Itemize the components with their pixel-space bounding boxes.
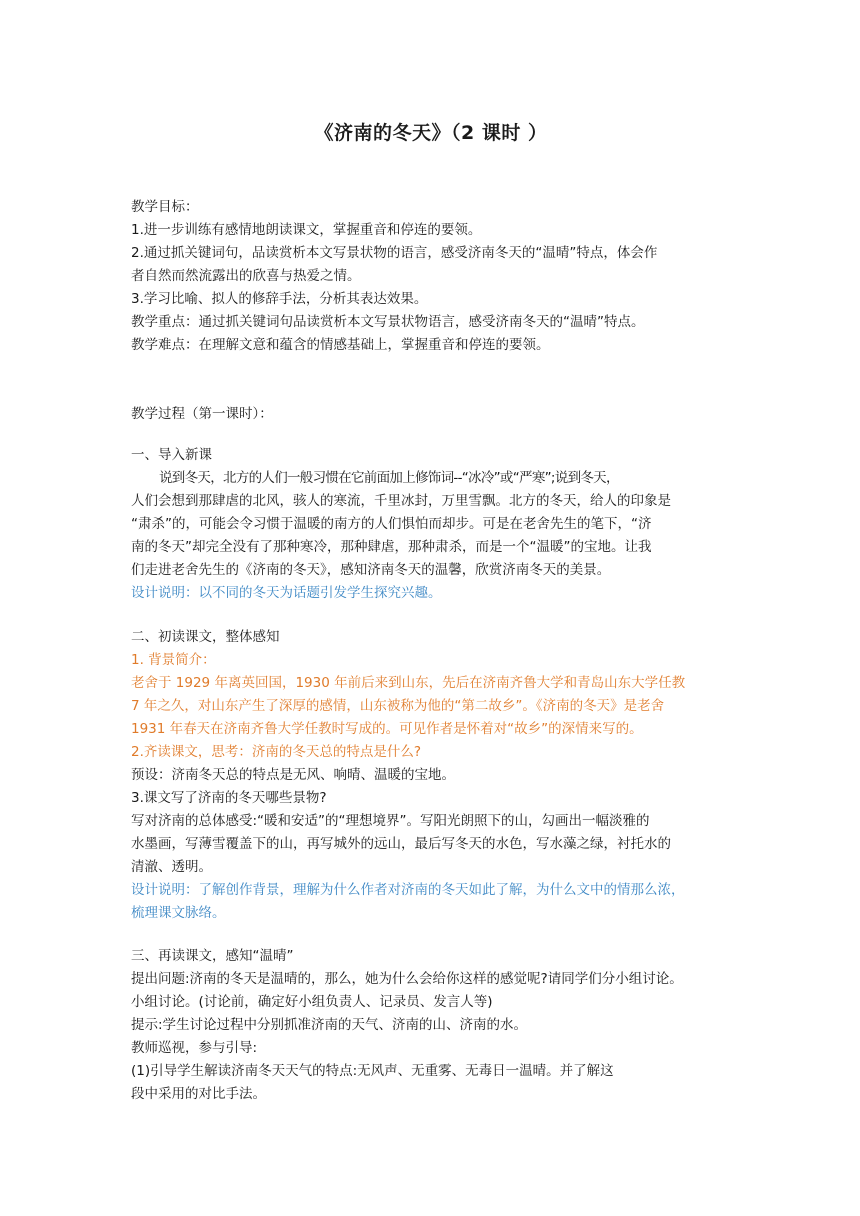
- text-line: 者自然而然流露出的欣喜与热爱之情。: [131, 268, 361, 284]
- text-line: 们走进老舍先生的《济南的冬天》，感知济南冬天的温馨，欣赏济南冬天的美景。: [131, 562, 611, 578]
- text-line: 2.通过抓关键词句，品读赏析本文写景状物的语言，感受济南冬天的“温晴”特点，体会作: [131, 245, 658, 261]
- text-line: 写对济南的总体感受:“暖和安适”的“理想境界”。写阳光朗照下的山，勾画出一幅淡雅的: [131, 813, 650, 829]
- text-line: 3.学习比喻、拟人的修辞手法，分析其表达效果。: [131, 291, 428, 307]
- text-line: 2.齐读课文，思考：济南的冬天总的特点是什么?: [131, 744, 422, 760]
- text-line: 7 年之久，对山东产生了深厚的感情，山东被称为他的“第二故乡”。《济南的冬天》是老舍: [131, 698, 665, 714]
- text-line: 设计说明：以不同的冬天为话题引发学生探究兴趣。: [131, 585, 442, 601]
- text-line: 设计说明：了解创作背景，理解为什么作者对济南的冬天如此了解，为什么文中的情那么浓，: [131, 882, 685, 898]
- text-line: (1)引导学生解读济南冬天天气的特点:无风声、无重雾、无毒日一温晴。并了解这: [131, 1063, 614, 1079]
- text-line: 教学过程（第一课时）：: [131, 406, 273, 422]
- text-line: 1. 背景简介：: [131, 652, 216, 668]
- text-line: 教学难点：在理解文意和蕴含的情感基础上，掌握重音和停连的要领。: [131, 337, 550, 353]
- text-line: 三、再读课文，感知“温晴”: [131, 948, 294, 964]
- text-line: 预设：济南冬天总的特点是无风、响晴、温暖的宝地。: [131, 767, 455, 783]
- text-line: 1.进一步训练有感情地朗读课文，掌握重音和停连的要领。: [131, 222, 482, 238]
- text-line: 一、导入新课: [131, 447, 212, 463]
- document-title: 《济南的冬天》（2 课时 ）: [314, 122, 548, 144]
- text-line: 南的冬天”却完全没有了那种寒冷，那种肆虐，那种肃杀，而是一个“温暖”的宝地。让我: [131, 539, 652, 555]
- text-line: 说到冬天，北方的人们一般习惯在它前面加上修饰词--“冰冷”或“严寒”;说到冬天，: [159, 470, 619, 486]
- text-line: 提出问题:济南的冬天是温晴的，那么，她为什么会给你这样的感觉呢?请同学们分小组讨论。: [131, 971, 683, 987]
- text-line: 小组讨论。(讨论前，确定好小组负责人、记录员、发言人等): [131, 994, 493, 1010]
- text-line: 老舍于 1929 年离英回国，1930 年前后来到山东，先后在济南齐鲁大学和青岛山东大学任教: [131, 675, 686, 691]
- text-line: 梳理课文脉络。: [131, 905, 226, 921]
- text-line: 段中采用的对比手法。: [131, 1086, 266, 1102]
- text-line: 人们会想到那肆虐的北风，骇人的寒流，千里冰封，万里雪飘。北方的冬天，给人的印象是: [131, 493, 671, 509]
- text-line: 1931 年春天在济南齐鲁大学任教时写成的。可见作者是怀着对“故乡”的深情来写的。: [131, 721, 643, 737]
- text-line: 提示:学生讨论过程中分别抓准济南的天气、济南的山、济南的水。: [131, 1017, 528, 1033]
- text-line: 清澈、透明。: [131, 859, 212, 875]
- text-line: 教师巡视，参与引导:: [131, 1040, 258, 1056]
- text-line: 3.课文写了济南的冬天哪些景物?: [131, 790, 327, 806]
- text-line: 水墨画，写薄雪覆盖下的山，再写城外的远山，最后写冬天的水色，写水藻之绿，衬托水的: [131, 836, 671, 852]
- text-line: 教学重点：通过抓关键词句品读赏析本文写景状物语言，感受济南冬天的“温晴”特点。: [131, 314, 645, 330]
- text-line: “肃杀”的，可能会令习惯于温暖的南方的人们惧怕而却步。可是在老舍先生的笔下，“济: [131, 516, 652, 532]
- text-line: 二、初读课文，整体感知: [131, 629, 280, 645]
- text-line: 教学目标：: [131, 199, 199, 215]
